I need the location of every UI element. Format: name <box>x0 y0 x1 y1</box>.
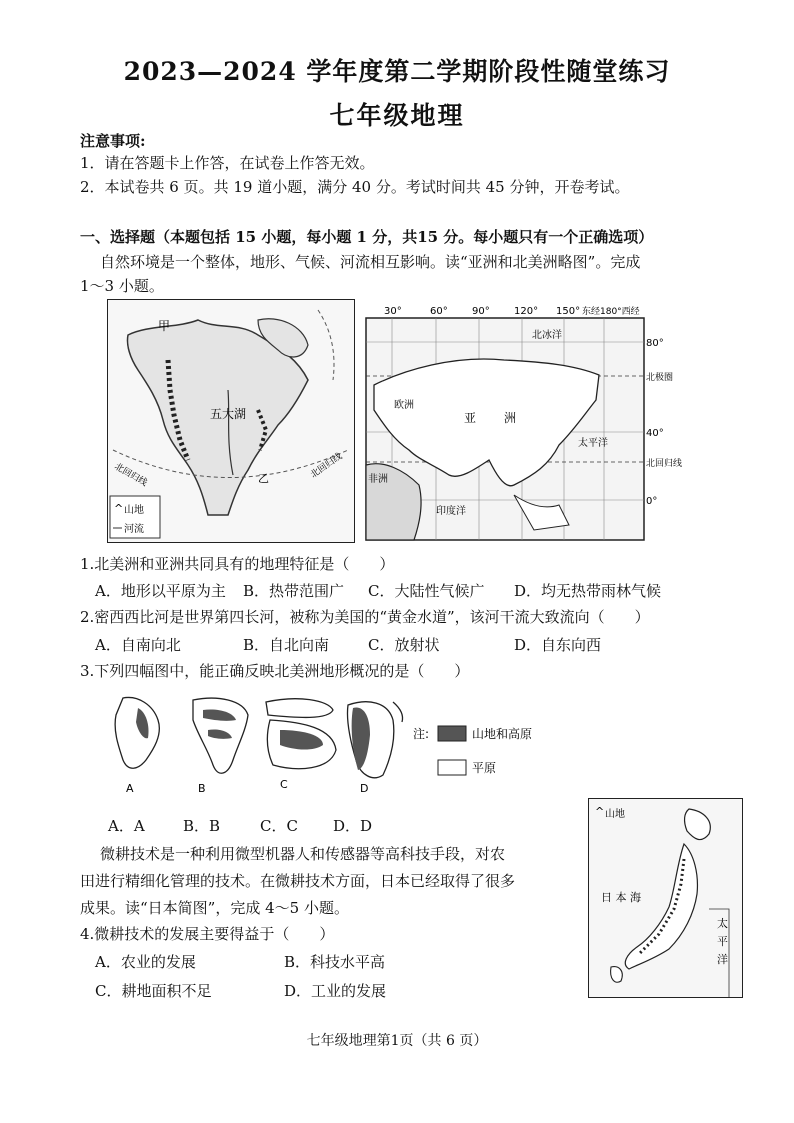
q3-option-a[interactable]: A．A <box>108 817 145 835</box>
asia-map-svg <box>364 300 683 542</box>
q4-option-d[interactable]: D．工业的发展 <box>284 982 387 1000</box>
intro-line-2: 1～3 小题。 <box>80 277 164 295</box>
q3-legend-plain: 平原 <box>472 761 497 775</box>
legend-river-label: 河流 <box>124 524 144 535</box>
q2-stem: 2.密西西比河是世界第四长河，被称为美国的“黄金水道”，该河干流大致流向（ ） <box>80 608 650 626</box>
q3-label-c: C <box>280 778 288 791</box>
q1-option-d[interactable]: D．均无热带雨林气候 <box>514 582 662 600</box>
label-pacific: 太平洋 <box>578 438 608 449</box>
lon-label-180: 东经180°西经 <box>582 307 640 317</box>
q2-option-c[interactable]: C．放射状 <box>368 636 440 654</box>
q3-figure-b <box>193 698 248 795</box>
q3-stem: 3.下列四幅图中，能正确反映北美洲地形概况的是（ ） <box>80 662 470 680</box>
label-indian-ocean: 印度洋 <box>436 506 466 517</box>
q3-option-d[interactable]: D．D <box>333 817 373 835</box>
lon-label-120: 120° <box>514 306 539 317</box>
lon-label-150: 150° <box>556 306 581 317</box>
exam-subtitle: 七年级地理 <box>329 101 465 130</box>
exam-title: 2023—2024 学年度第二学期阶段性随堂练习 <box>123 57 671 86</box>
arctic-line <box>318 310 334 380</box>
lon-label-60: 60° <box>430 306 448 317</box>
passage-line-1: 微耕技术是一种利用微型机器人和传感器等高科技手段，对农 <box>100 845 506 863</box>
label-pacific-2: 平 <box>717 935 728 948</box>
q3-legend-mountain-swatch <box>438 726 466 741</box>
label-tropic-right: 北回归线 <box>308 451 345 481</box>
hokkaido-outline <box>685 809 711 840</box>
intro-line-1: 自然环境是一个整体，地形、气候、河流相互影响。读“亚洲和北美洲略图”。完成 <box>100 253 641 271</box>
label-asia-1: 亚 <box>464 411 477 425</box>
honshu-outline <box>625 844 697 969</box>
lon-label-30: 30° <box>384 306 402 317</box>
japan-legend-symbol: ^ <box>595 805 605 818</box>
label-europe: 欧洲 <box>394 400 414 411</box>
q3-legend-mountain: 山地和高原 <box>472 727 533 741</box>
q3-label-a: A <box>126 782 134 795</box>
page-footer: 七年级地理第1页（共 6 页） <box>306 1033 488 1049</box>
kyushu-outline <box>611 967 623 983</box>
passage-line-2: 田进行精细化管理的技术。在微耕技术方面，日本已经取得了很多 <box>80 872 516 890</box>
label-yi: 乙 <box>258 472 269 485</box>
label-asia-2: 洲 <box>504 411 517 425</box>
notice-item-2: 2．本试卷共 6 页。共 19 道小题，满分 40 分。考试时间共 45 分钟，开卷考试。 <box>80 178 630 196</box>
lat-label-tropic: 北回归线 <box>646 459 683 469</box>
q3-figure <box>108 690 568 800</box>
q3-figure-c <box>266 699 336 791</box>
label-africa: 非洲 <box>368 474 388 485</box>
q3-figure-a <box>115 697 159 795</box>
lon-label-90: 90° <box>472 306 490 317</box>
q3-option-c[interactable]: C．C <box>260 817 298 835</box>
q3-legend-plain-swatch <box>438 760 466 775</box>
q3-label-d: D <box>360 782 369 795</box>
q1-option-a[interactable]: A．地形以平原为主 <box>95 582 226 600</box>
q1-stem: 1.北美洲和亚洲共同具有的地理特征是（ ） <box>80 555 395 573</box>
q3-figure-svg <box>108 690 568 800</box>
q4-option-a[interactable]: A．农业的发展 <box>95 953 196 971</box>
japan-map <box>588 798 743 998</box>
passage-line-3: 成果。读“日本简图”，完成 4～5 小题。 <box>80 899 349 917</box>
lat-label-0: 0° <box>646 496 658 507</box>
label-lakes: 五大湖 <box>210 407 247 421</box>
label-tropic-left: 北回归线 <box>112 461 149 489</box>
north-america-map-svg <box>108 300 354 542</box>
q3-label-b: B <box>198 782 206 795</box>
japan-map-svg <box>589 799 742 997</box>
q2-option-a[interactable]: A．自南向北 <box>95 636 181 654</box>
legend-mountain-label: 山地 <box>124 505 144 516</box>
q1-option-c[interactable]: C．大陆性气候广 <box>368 582 485 600</box>
q3-option-b[interactable]: B．B <box>183 817 221 835</box>
q4-option-b[interactable]: B．科技水平高 <box>284 953 386 971</box>
japan-legend-label: 山地 <box>605 809 625 820</box>
asia-map <box>364 300 683 542</box>
q4-option-c[interactable]: C．耕地面积不足 <box>95 982 212 1000</box>
q2-option-b[interactable]: B．自北向南 <box>243 636 330 654</box>
q3-legend-prefix: 注: <box>413 727 430 741</box>
q1-option-b[interactable]: B．热带范围广 <box>243 582 345 600</box>
notice-item-1: 1．请在答题卡上作答，在试卷上作答无效。 <box>80 154 375 172</box>
section-heading: 一、选择题（本题包括 15 小题，每小题 1 分，共15 分。每小题只有一个正确选项） <box>80 228 654 246</box>
legend-mountain-symbol: ^ <box>114 502 124 515</box>
lat-label-80: 80° <box>646 338 664 349</box>
q3-figure-d <box>347 702 402 795</box>
notice-heading: 注意事项: <box>80 132 146 150</box>
label-pacific-1: 太 <box>717 917 728 930</box>
label-sea-of-japan: 日 本 海 <box>601 891 641 904</box>
q2-option-d[interactable]: D．自东向西 <box>514 636 602 654</box>
lat-label-arctic-circle: 北极圈 <box>646 373 674 383</box>
label-jia: 甲 <box>158 319 171 333</box>
q4-stem: 4.微耕技术的发展主要得益于（ ） <box>80 925 335 943</box>
north-america-map <box>107 299 355 543</box>
label-pacific-3: 洋 <box>717 953 728 966</box>
lat-label-40: 40° <box>646 428 664 439</box>
label-arctic-ocean: 北冰洋 <box>532 330 562 341</box>
